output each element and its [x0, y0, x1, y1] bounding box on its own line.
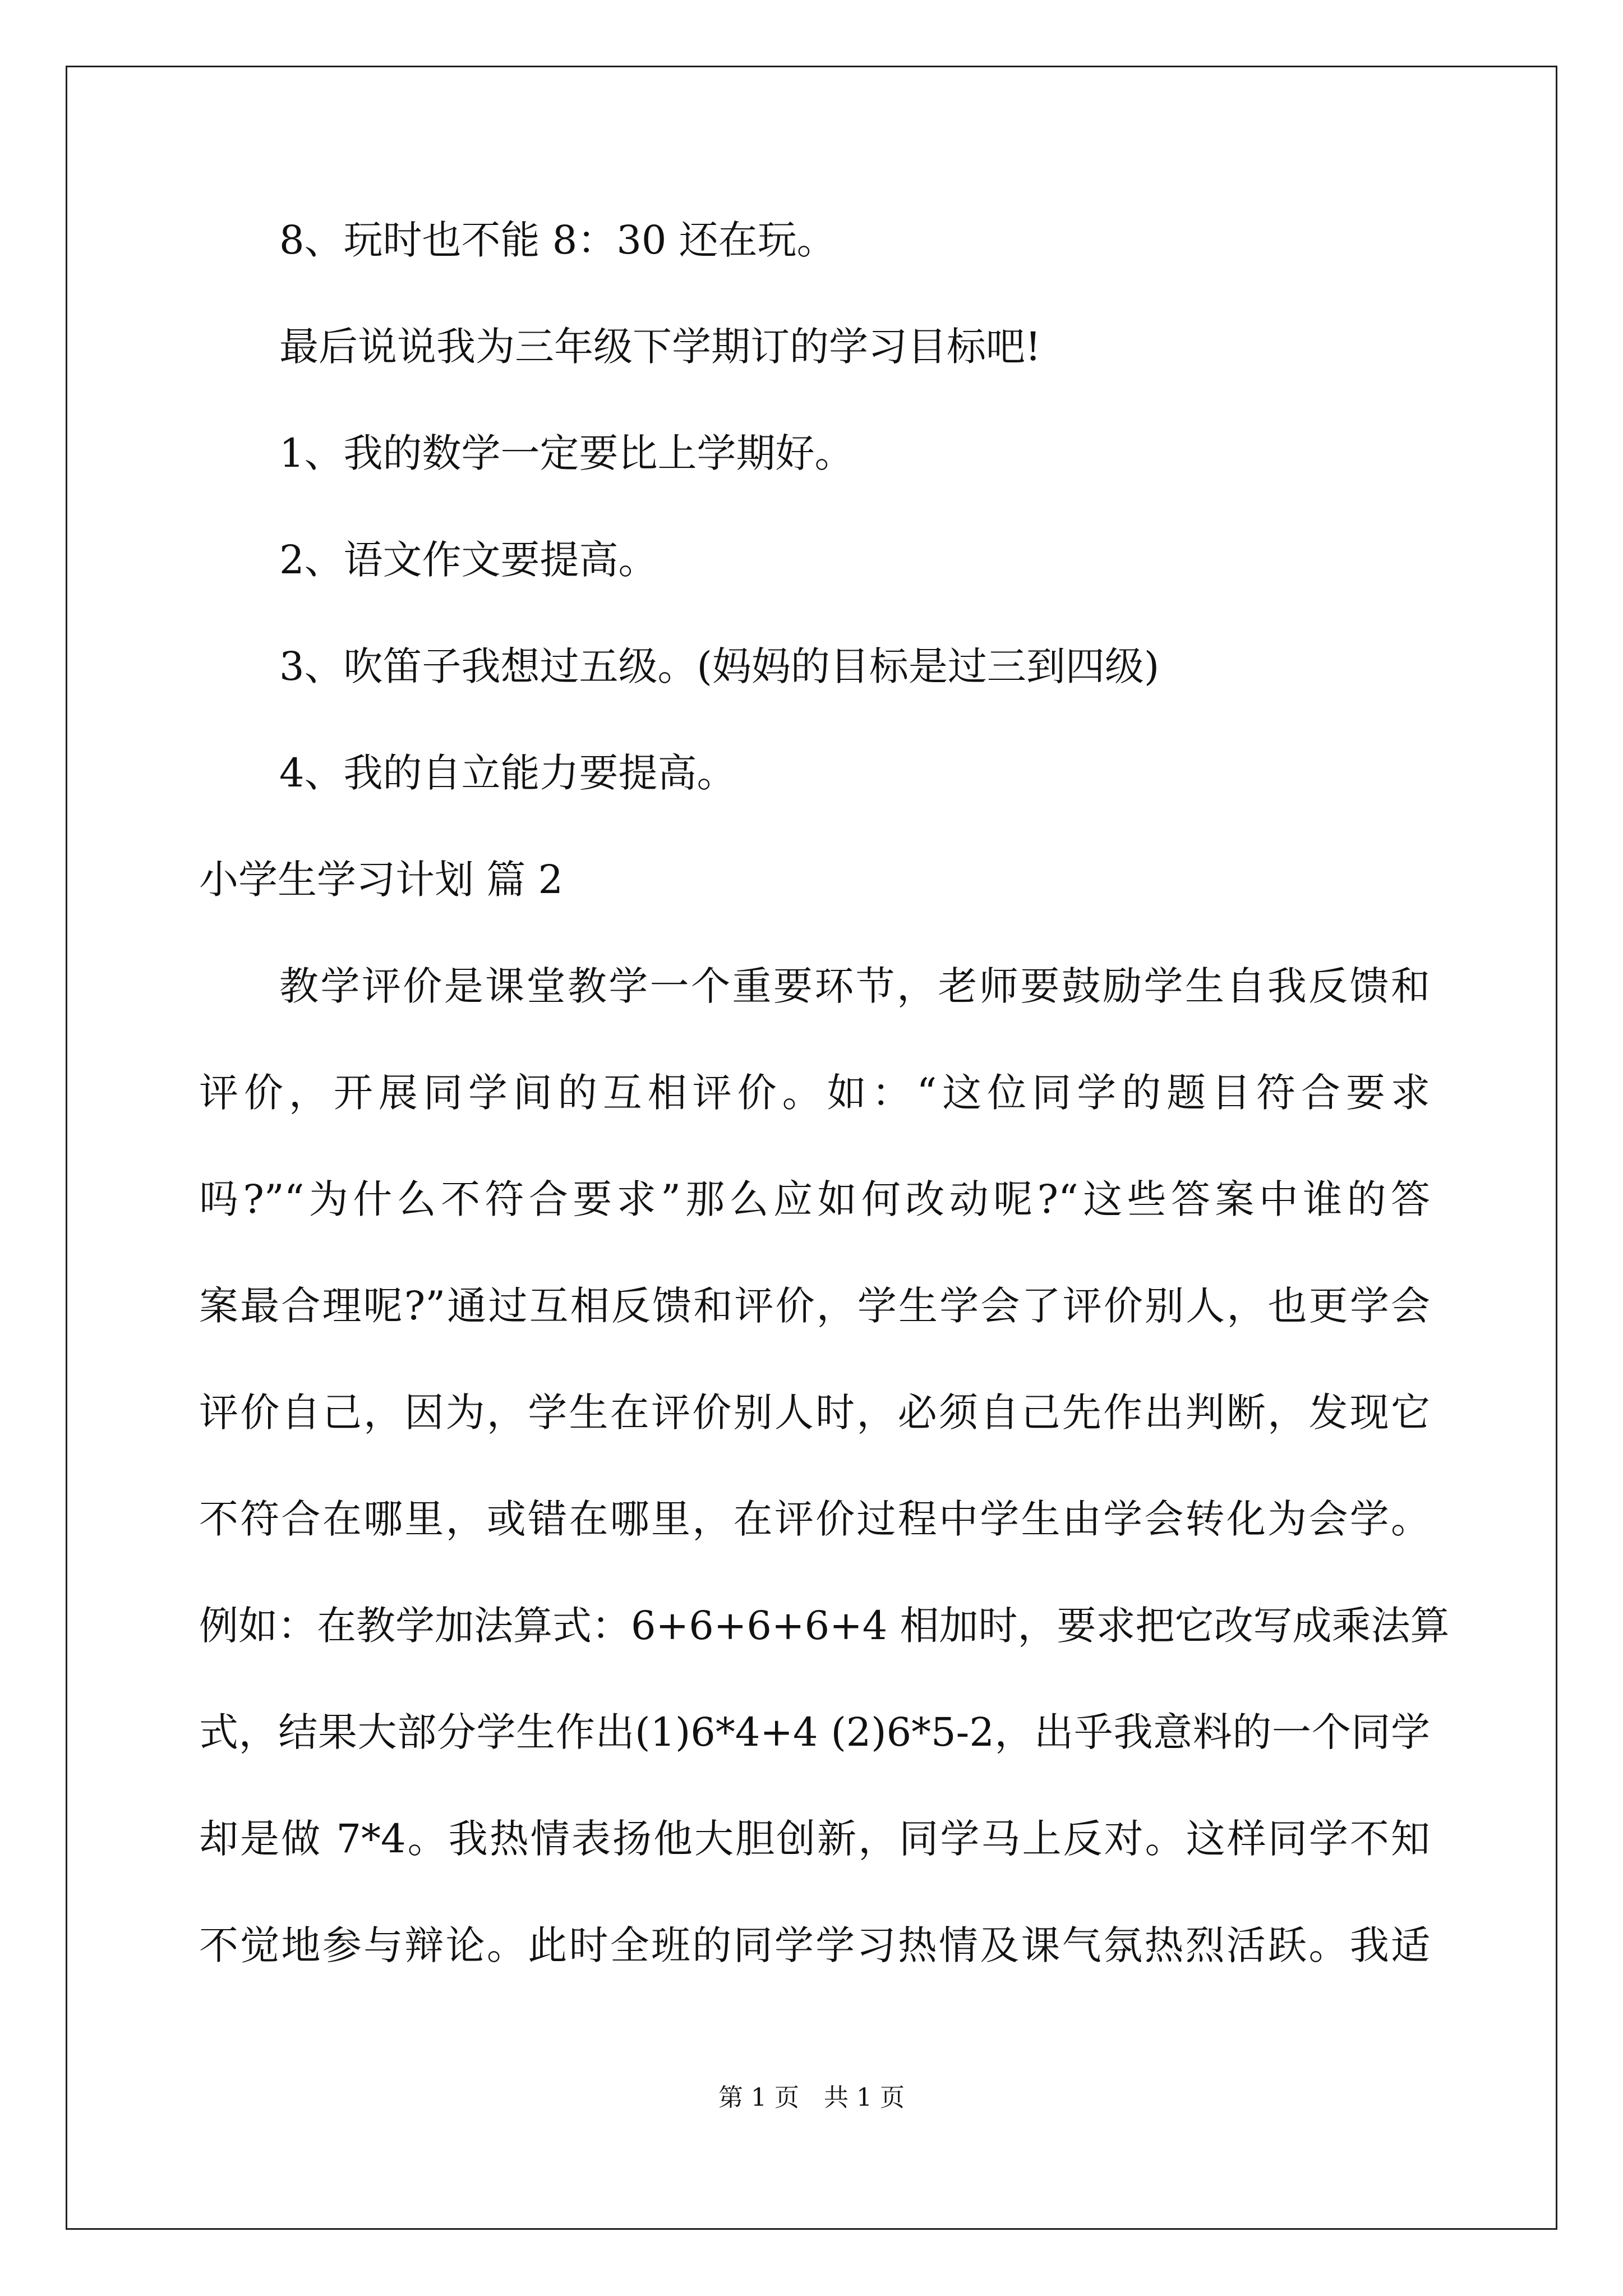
paragraph-line: 案最合理呢?”通过互相反馈和评价，学生学会了评价别人，也更学会 — [199, 1283, 1430, 1329]
paragraph-line: 教学评价是课堂教学一个重要环节，老师要鼓励学生自我反馈和 — [279, 963, 1430, 1009]
paragraph-line: 吗?”“为什么不符合要求”那么应如何改动呢?“这些答案中谁的答 — [199, 1176, 1430, 1222]
document-body — [199, 213, 1450, 2025]
paragraph-line: 却是做 7*4。我热情表扬他大胆创新，同学马上反对。这样同学不知 — [199, 1816, 1430, 1862]
paragraph-line: 不觉地参与辩论。此时全班的同学学习热情及课气氛热烈活跃。我适 — [199, 1922, 1430, 1968]
list-item: 2、语文作文要提高。 — [279, 537, 658, 583]
list-item: 3、吹笛子我想过五级。(妈妈的目标是过三到四级) — [279, 643, 1160, 689]
list-item: 1、我的数学一定要比上学期好。 — [279, 430, 854, 476]
page-footer: 第 1 页 共 1 页 — [718, 2083, 905, 2112]
paragraph-line: 例如：在教学加法算式：6+6+6+6+4 相加时，要求把它改写成乘法算 — [199, 1603, 1450, 1649]
paragraph-line: 不符合在哪里，或错在哪里，在评价过程中学生由学会转化为会学。 — [199, 1496, 1430, 1542]
list-item: 8、玩时也不能 8：30 还在玩。 — [279, 217, 836, 263]
list-item: 4、我的自立能力要提高。 — [279, 750, 736, 796]
paragraph-line: 评价自己，因为，学生在评价别人时，必须自己先作出判断，发现它 — [199, 1389, 1430, 1435]
paragraph-line: 评价，开展同学间的互相评价。如：“这位同学的题目符合要求 — [199, 1070, 1430, 1116]
list-item: 最后说说我为三年级下学期订的学习目标吧! — [279, 324, 1041, 370]
section-heading: 小学生学习计划 篇 2 — [199, 857, 564, 903]
paragraph-line: 式，结果大部分学生作出(1)6*4+4 (2)6*5-2，出乎我意料的一个同学 — [199, 1709, 1430, 1755]
